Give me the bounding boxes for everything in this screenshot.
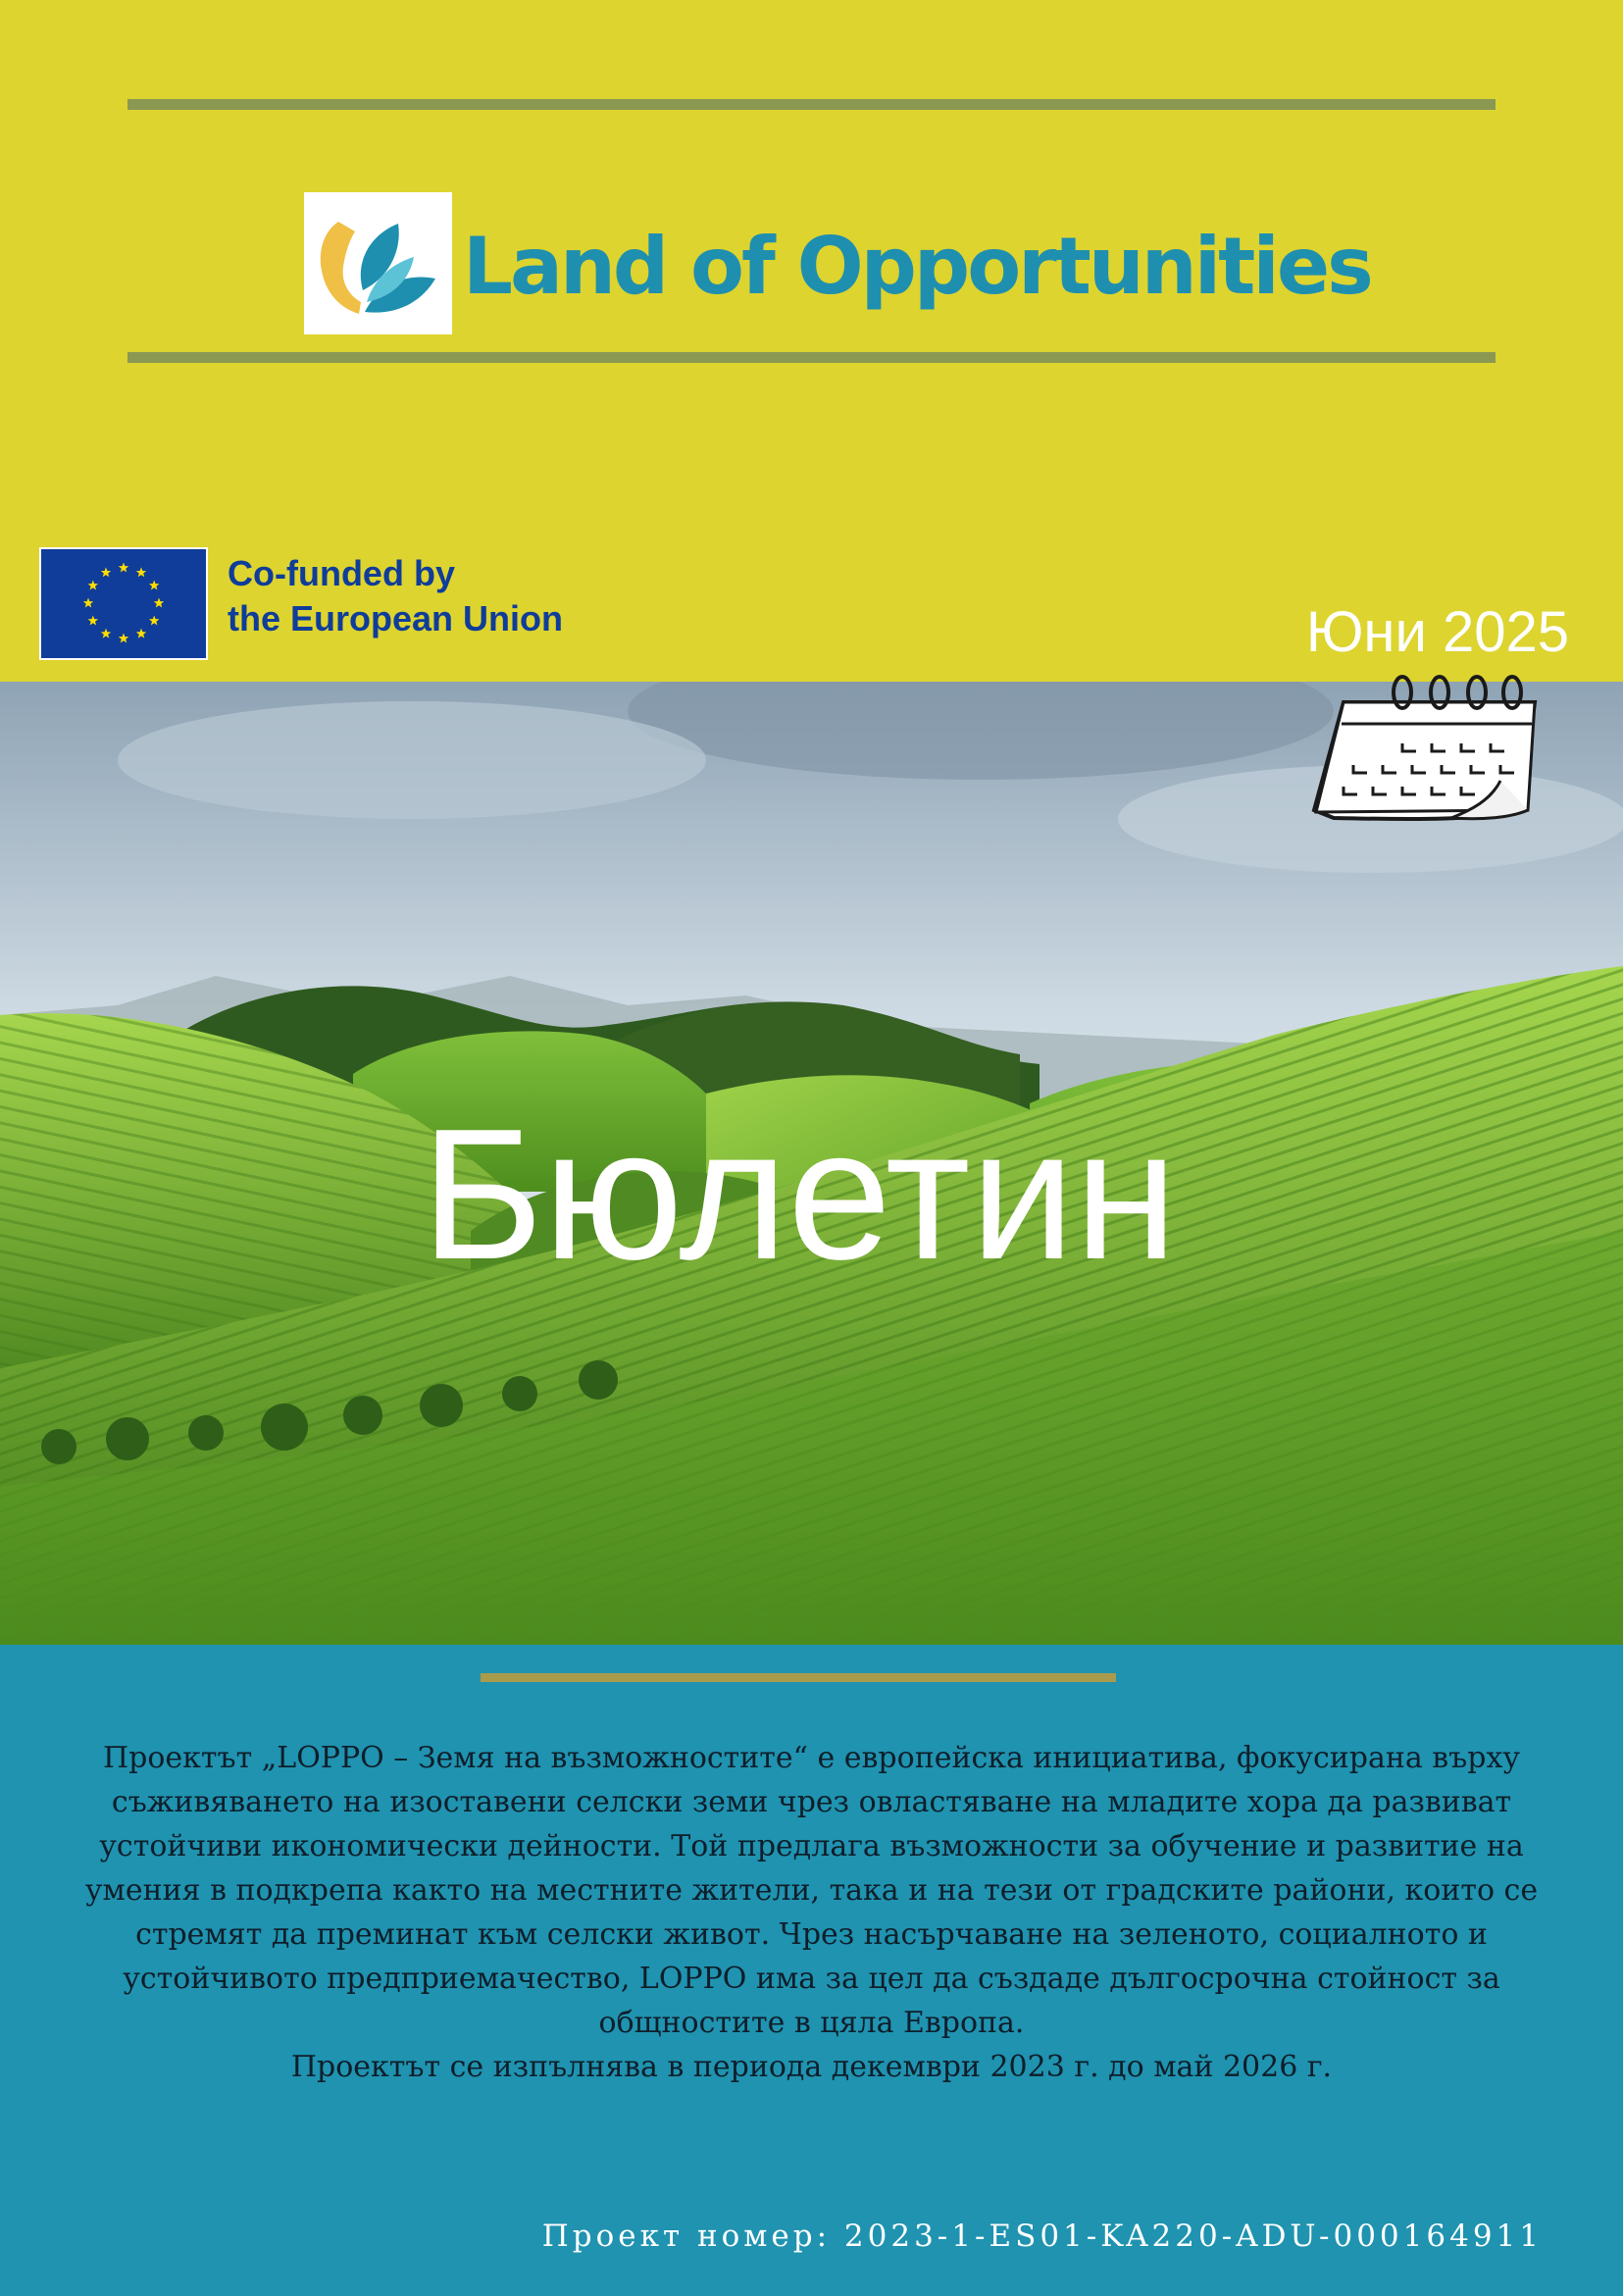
funding-line-1: Co-funded by [228, 553, 455, 593]
project-number: Проект номер: 2023-1-ES01-KA220-ADU-000164911 [541, 2219, 1543, 2254]
logo-title: Land of Opportunities [463, 221, 1371, 312]
eu-star-icon [119, 634, 128, 643]
calendar-icon [1304, 663, 1545, 830]
eu-star-icon [88, 581, 98, 590]
header-rule-bottom [127, 352, 1496, 363]
project-period: Проектът се изпълнява в периода декември 2023 г. до май 2026 г. [290, 2050, 1333, 2084]
footer-rule [481, 1673, 1116, 1682]
header-rule-top [127, 99, 1496, 110]
issue-date: Юни 2025 [1305, 600, 1569, 664]
funding-line-2: the European Union [228, 598, 563, 638]
eu-star-icon [136, 629, 146, 638]
eu-star-icon [101, 629, 111, 638]
eu-star-icon [83, 598, 93, 608]
eu-star-icon [101, 567, 111, 577]
project-description [78, 1736, 1545, 2089]
eu-star-icon [136, 567, 146, 577]
funding-statement [228, 551, 563, 641]
eu-flag-icon [39, 547, 208, 660]
eu-star-icon [119, 563, 128, 573]
newsletter-title: Бюлетин [421, 1091, 1178, 1299]
eu-star-icon [149, 616, 159, 626]
loppo-logo-icon [304, 192, 452, 334]
description-paragraph: Проектът „LOPPO – Земя на възможностите“ е европейска инициатива, фокусирана върху съживяването на изоставени селски земи чрез овластяване на младите хора да развиват устойчиви икономически дейности. Той предлага възможности за обучение и развитие на умения в подкрепа както на местните жители, така и на тези от градските райони, които се стремят да преминат към селски живот. Чрез насърчаване на зеленото, социалното и устойчивото предприемачество, LOPPO има за цел да създаде дългосрочна стойност за общностите в цяла Европа. [84, 1741, 1539, 2040]
eu-star-icon [149, 581, 159, 590]
eu-star-icon [88, 616, 98, 626]
eu-star-icon [154, 598, 164, 608]
